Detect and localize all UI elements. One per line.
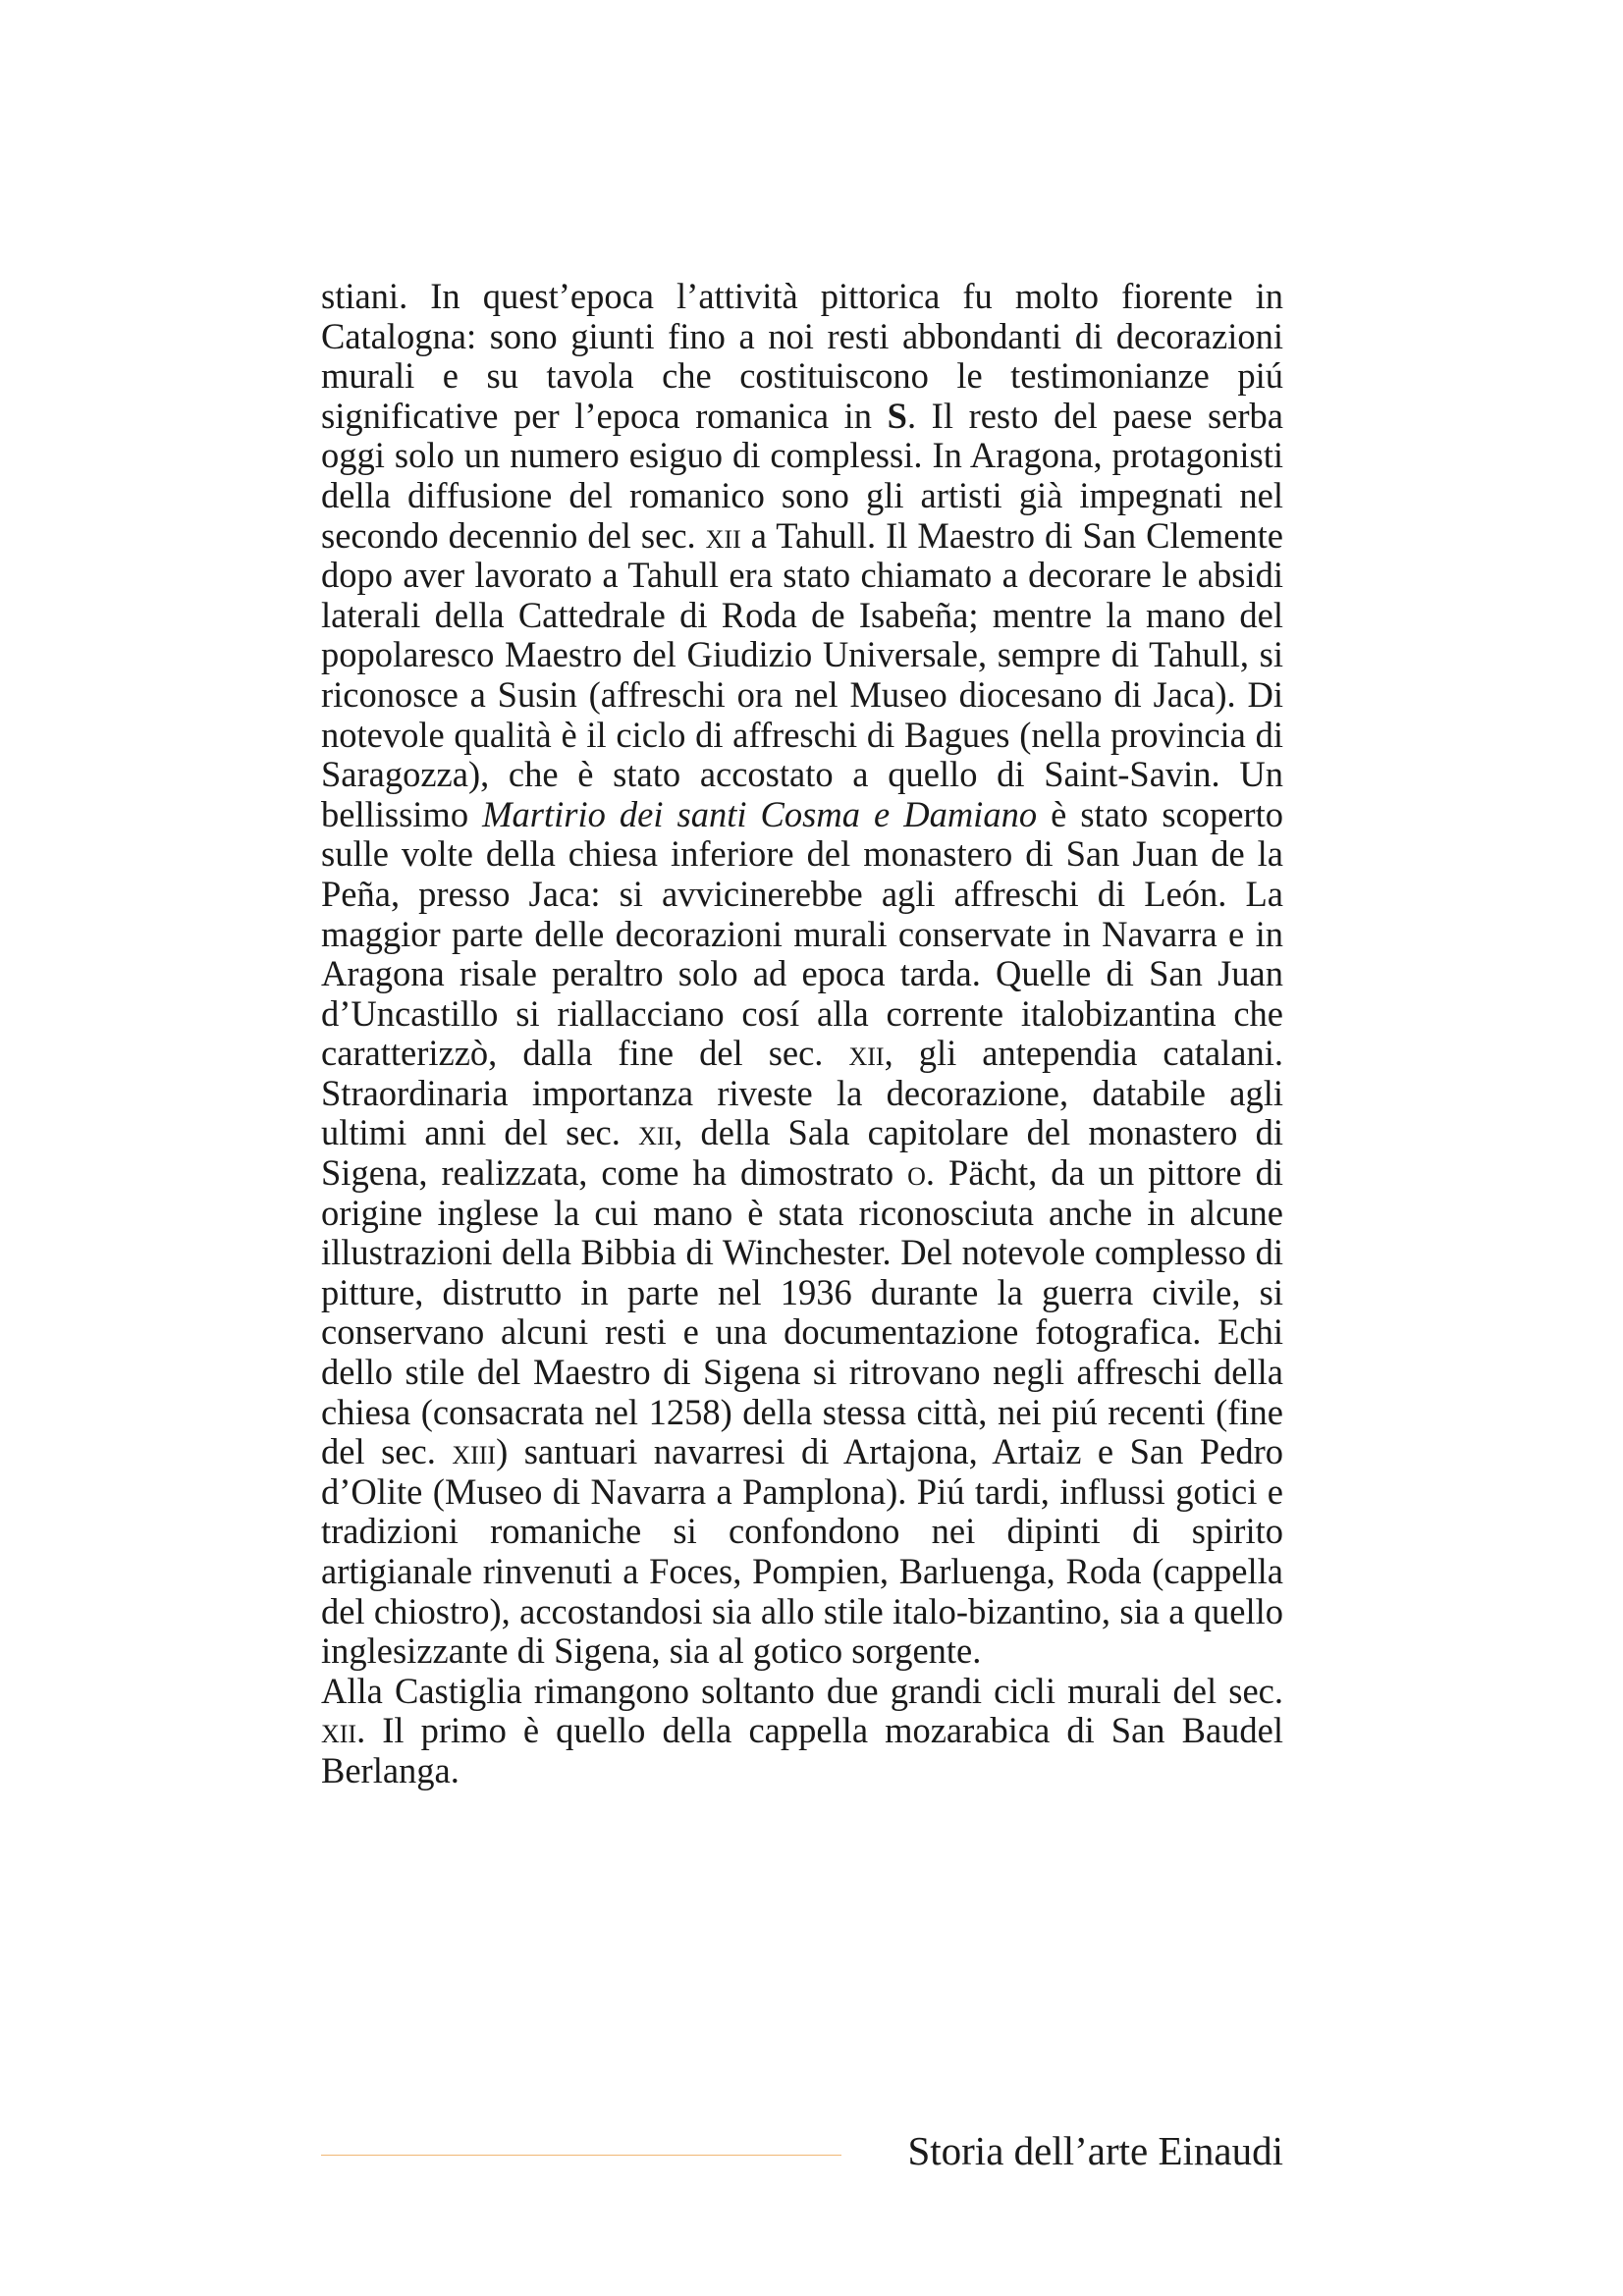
bold-text: S [887,395,907,436]
small-caps-text: xii [705,514,741,556]
footer-label: Storia dell’arte Einaudi [907,2128,1283,2173]
paragraph [321,277,1283,1672]
body-text [321,277,1283,1791]
text-run: stiani. In quest’epoca l’attività pittorica fu molto fiorente in Catalogna: sono giunti fino a noi resti abbondanti di decorazioni murali e su tavola che costituiscono le testimonianze piú significative per l’epoca romanica in [321,276,1283,436]
small-caps-text: xii [848,1033,885,1074]
small-caps-text: xii [321,1710,357,1751]
italic-title: Martirio dei santi Cosma e Damiano [482,793,1038,834]
small-caps-text: o [907,1152,926,1194]
text-run: , della Sala capitolare del monastero di Sigena, realizzata, come ha dimostrato [321,1112,1283,1194]
small-caps-text: xii [638,1112,675,1153]
text-run: . Pächt, da un pittore di origine inglese la cui mano è stata riconosciuta anche in alcune illustrazioni della Bibbia di Winchester. Del notevole complesso di pitture, distrutto in parte nel 1936 durante la guerra civile, si conservano alcuni resti e una documentazione fotografica. Echi dello stile del Maestro di Sigena si ritrovano negli affreschi della chiesa (consacrata nel 1258) della stessa città, nei piú recenti (fine del sec. [321,1152,1283,1472]
text-run: a Tahull. Il Maestro di San Clemente dopo aver lavorato a Tahull era stato chiamato a decorare le absidi laterali della Cattedrale di Roda de Isabeña; mentre la mano del popolaresco Maestro del Giudizio Universale, sempre di Tahull, si riconosce a Susin (affreschi ora nel Museo diocesano di Jaca). Di notevole qualità è il ciclo di affreschi di Bagues (nella provincia di Saragozza), che è stato accostato a quello di Saint-Savin. Un bellissimo [321,514,1283,834]
paragraph [321,1672,1283,1791]
text-run: ) santuari navarresi di Artajona, Artaiz e San Pedro d’Olite (Museo di Navarra a Pamplona). Piú tardi, influssi gotici e tradizioni romaniche si confondono nei dipinti di spirito artigianale rinvenuti a Foces, Pompien, Barluenga, Roda (cappella del chiostro), accostandosi sia allo stile italo-bizantino, sia a quello inglesizzante di Sigena, sia al gotico sorgente. [321,1431,1283,1672]
text-run: è stato scoperto sulle volte della chiesa inferiore del monastero di San Juan de la Peña, presso Jaca: si avvicinerebbe agli affreschi di León. La maggior parte delle decorazioni murali conservate in Navarra e in Aragona risale peraltro solo ad epoca tarda. Quelle di San Juan d’Uncastillo si riallacciano cosí alla corrente italobizantina che caratterizzò, dalla fine del sec. [321,793,1283,1074]
footer-rule [321,2155,841,2156]
text-run: . Il primo è quello della cappella mozarabica di San Baudel Berlanga. [321,1710,1283,1790]
text-run: Alla Castiglia rimangono soltanto due grandi cicli murali del sec. [321,1670,1283,1711]
text-run: , gli antependia catalani. Straordinaria importanza riveste la decorazione, databile agli ultimi anni del sec. [321,1033,1283,1153]
small-caps-text: xiii [452,1431,497,1472]
text-run: . Il resto del paese serba oggi solo un numero esiguo di complessi. In Aragona, protagonisti della diffusione del romanico sono gli artisti già impegnati nel secondo decennio del sec. [321,395,1283,556]
